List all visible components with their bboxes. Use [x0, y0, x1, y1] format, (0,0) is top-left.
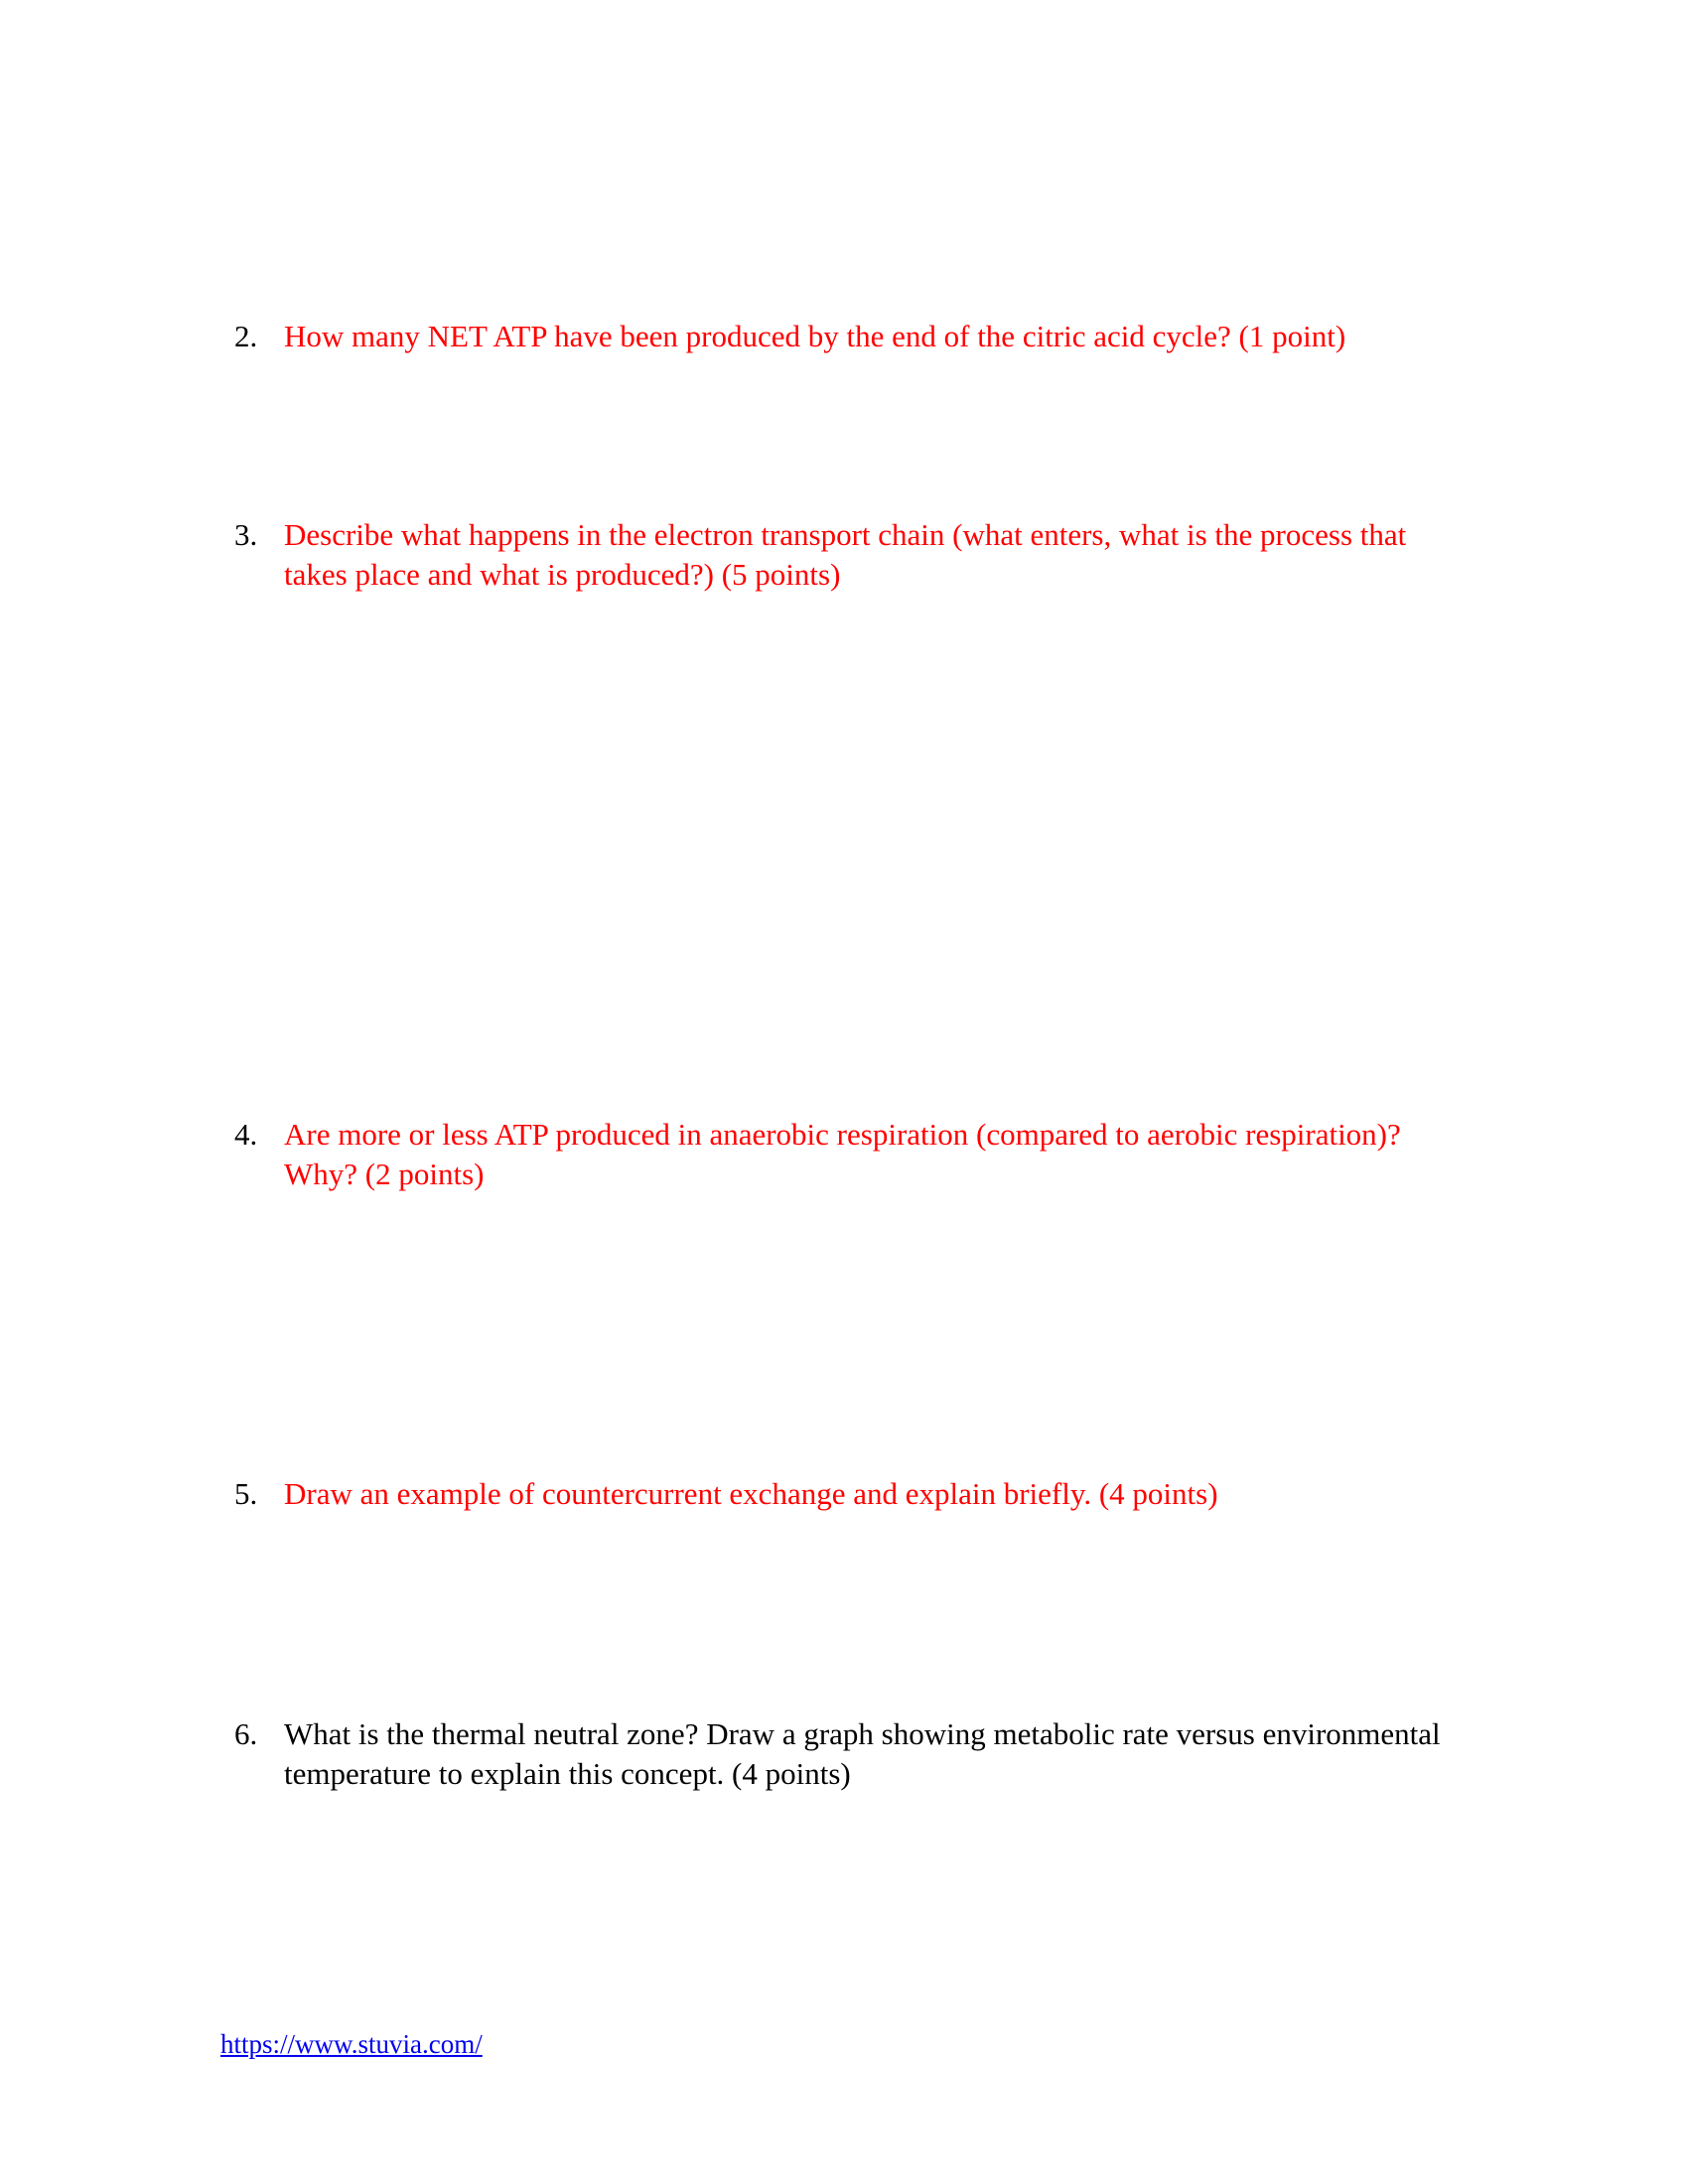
question-5: [234, 1474, 1476, 1514]
question-text: Draw an example of countercurrent exchange and explain briefly. (4 points): [284, 1476, 1218, 1511]
question-number: 4.: [234, 1117, 258, 1152]
question-4: [234, 1115, 1476, 1194]
question-text: What is the thermal neutral zone? Draw a graph showing metabolic rate versus environmental temperature to explain this concept. (4 points): [284, 1716, 1441, 1791]
question-number: 5.: [234, 1476, 258, 1511]
question-number: 3.: [234, 517, 258, 552]
question-text: Are more or less ATP produced in anaerobic respiration (compared to aerobic respiration)? Why? (2 points): [284, 1117, 1401, 1191]
footer-link[interactable]: https://www.stuvia.com/: [220, 2029, 483, 2059]
question-text: How many NET ATP have been produced by the end of the citric acid cycle? (1 point): [284, 319, 1346, 353]
question-number: 6.: [234, 1716, 258, 1751]
question-text: Describe what happens in the electron transport chain (what enters, what is the process that takes place and what is produced?) (5 points): [284, 517, 1407, 592]
question-2: [234, 317, 1476, 356]
question-3: [234, 515, 1476, 595]
question-number: 2.: [234, 319, 258, 353]
question-6: [234, 1714, 1476, 1794]
